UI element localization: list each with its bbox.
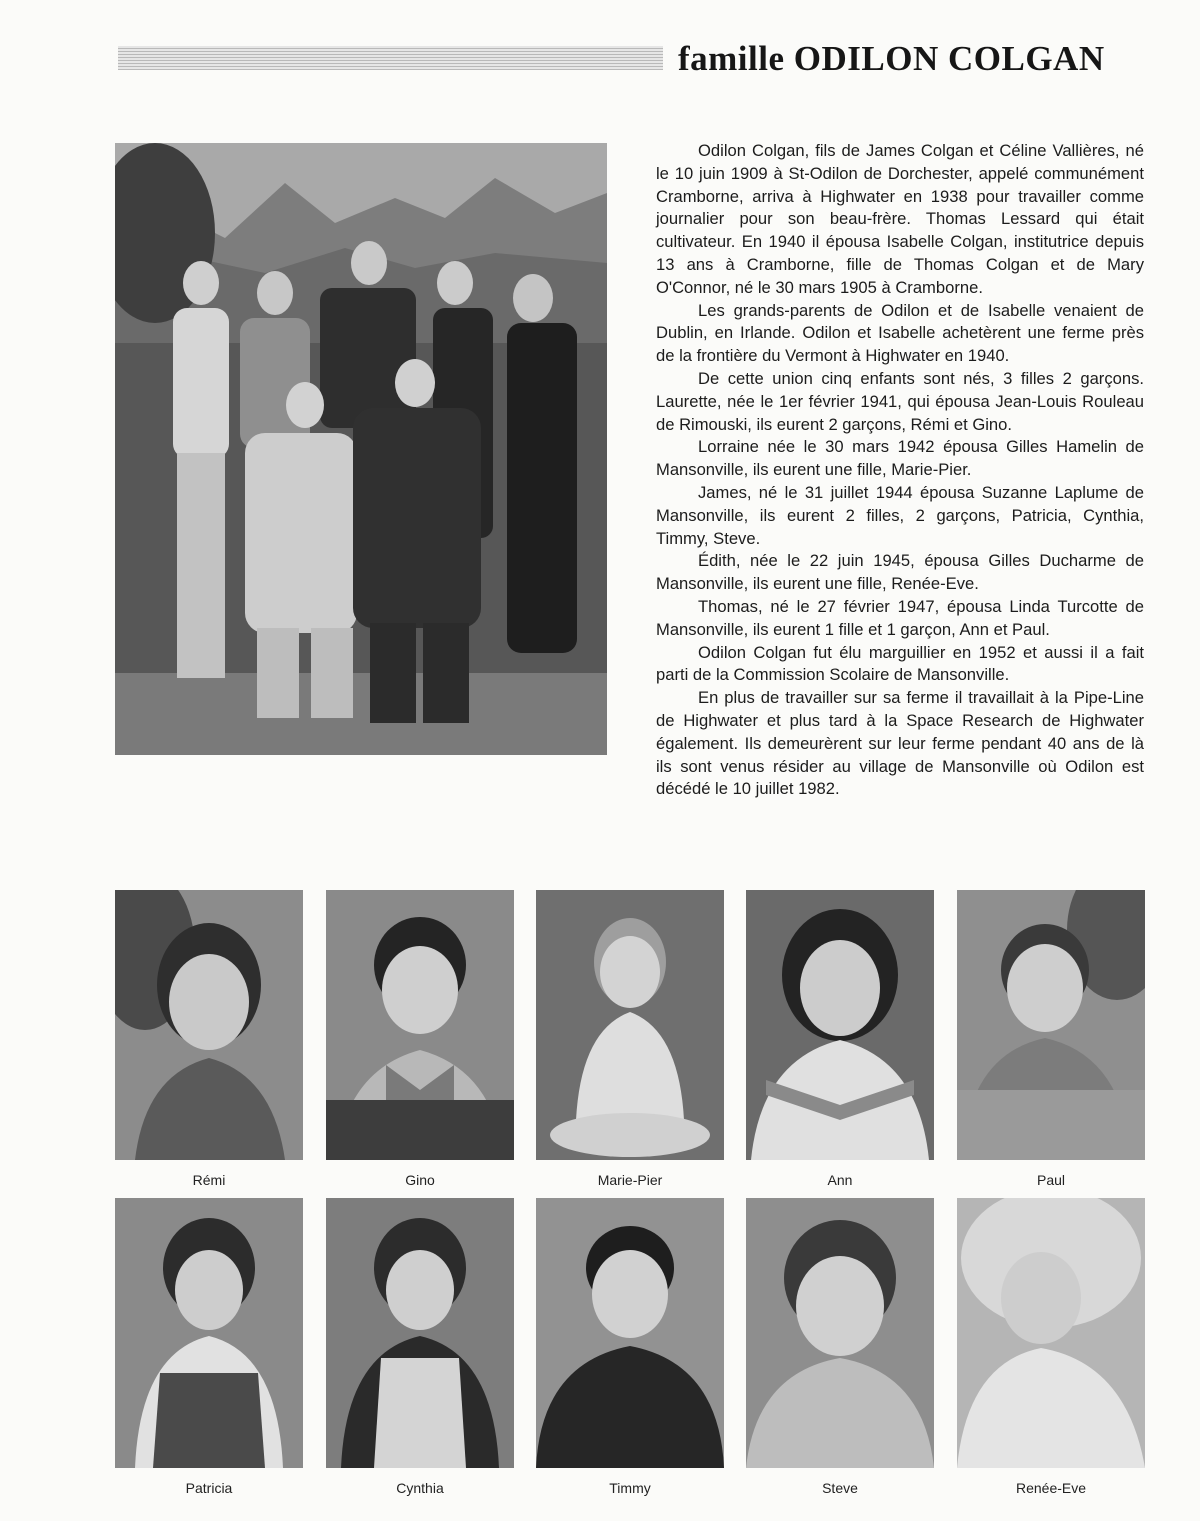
article-paragraph: Thomas, né le 27 février 1947, épousa Linda Turcotte de Mansonville, ils eurent 1 fille et 1 garçon, Ann et Paul. bbox=[656, 596, 1144, 639]
portrait-caption: Renée-Eve bbox=[1015, 1480, 1087, 1496]
article-paragraph: Odilon Colgan, fils de James Colgan et Céline Vallières, né le 10 juin 1909 à St-Odilon de Dorchester, appelé communément Cramborne, arriva à Highwater en 1938 pour travailler comme journalier pour son beau-frère. Thomas Lessard qui était cultivateur. En 1940 il épousa Isabelle Colgan, institutrice depuis 13 ans à Cramborne, fille de Thomas Colgan et de Mary O'Connor, né le 30 mars 1905 à Cramborne. bbox=[656, 141, 1144, 297]
portrait-photo bbox=[326, 890, 514, 1160]
family-group-photo bbox=[115, 143, 607, 755]
article-paragraph: De cette union cinq enfants sont nés, 3 filles 2 garçons. Laurette, née le 1er février 1941, qui épousa Jean-Louis Rouleau de Rimouski, ils eurent 2 garçons, Rémi et Gino. bbox=[656, 368, 1144, 434]
portrait-ann bbox=[746, 890, 934, 1188]
article-paragraph: Édith, née le 22 juin 1945, épousa Gilles Ducharme de Mansonville, ils eurent une fille, Renée-Eve. bbox=[656, 551, 1144, 594]
article-paragraph: James, né le 31 juillet 1944 épousa Suzanne Laplume de Mansonville, ils eurent 2 filles, 2 garçons, Patricia, Cynthia, Timmy, Steve. bbox=[656, 482, 1144, 548]
portrait-photo bbox=[536, 1198, 724, 1468]
portrait-remi bbox=[115, 890, 303, 1188]
article-body bbox=[656, 140, 1144, 801]
article-paragraph: En plus de travailler sur sa ferme il travaillait à la Pipe-Line de Highwater et plus tard à la Space Research de Highwater également. Ils demeurèrent sur leur ferme pendant 40 ans de là ils sont venus résider au village de Mansonville où Odilon est décédé le 10 juillet 1982. bbox=[656, 688, 1144, 799]
portrait-photo bbox=[746, 890, 934, 1160]
portrait-photo bbox=[326, 1198, 514, 1468]
article-paragraph: Les grands-parents de Odilon et de Isabelle venaient de Dublin, en Irlande. Odilon et Isabelle achetèrent une ferme près de la frontière du Vermont à Highwater en 1940. bbox=[656, 300, 1144, 366]
portrait-steve bbox=[746, 1198, 934, 1496]
portrait-photo bbox=[115, 890, 303, 1160]
portrait-photo bbox=[746, 1198, 934, 1468]
portrait-renee-eve bbox=[957, 1198, 1145, 1496]
portrait-gino bbox=[326, 890, 514, 1188]
article-paragraph: Lorraine née le 30 mars 1942 épousa Gilles Hamelin de Mansonville, ils eurent une fille, Marie-Pier. bbox=[656, 437, 1144, 480]
page-title: famille ODILON COLGAN bbox=[678, 39, 1105, 78]
article-paragraph: Odilon Colgan fut élu marguillier en 1952 et aussi il a fait parti de la Commission Scolaire de Mansonville. bbox=[656, 642, 1144, 685]
portrait-paul bbox=[957, 890, 1145, 1188]
portrait-photo bbox=[957, 1198, 1145, 1468]
portrait-cynthia bbox=[326, 1198, 514, 1496]
portrait-caption: Steve bbox=[822, 1480, 858, 1496]
portrait-caption: Patricia bbox=[185, 1480, 233, 1496]
portrait-caption: Cynthia bbox=[396, 1480, 444, 1496]
portrait-caption: Gino bbox=[405, 1172, 435, 1188]
header-decorative-rule bbox=[118, 46, 663, 70]
portrait-caption: Timmy bbox=[609, 1480, 651, 1496]
portrait-caption: Marie-Pier bbox=[597, 1172, 663, 1188]
portrait-caption: Rémi bbox=[192, 1172, 226, 1188]
portrait-patricia bbox=[115, 1198, 303, 1496]
portrait-caption: Paul bbox=[1036, 1172, 1066, 1188]
portrait-caption: Ann bbox=[827, 1172, 853, 1188]
portrait-photo bbox=[115, 1198, 303, 1468]
portrait-marie-pier bbox=[536, 890, 724, 1188]
portrait-photo bbox=[536, 890, 724, 1160]
portrait-timmy bbox=[536, 1198, 724, 1496]
portrait-photo bbox=[957, 890, 1145, 1160]
